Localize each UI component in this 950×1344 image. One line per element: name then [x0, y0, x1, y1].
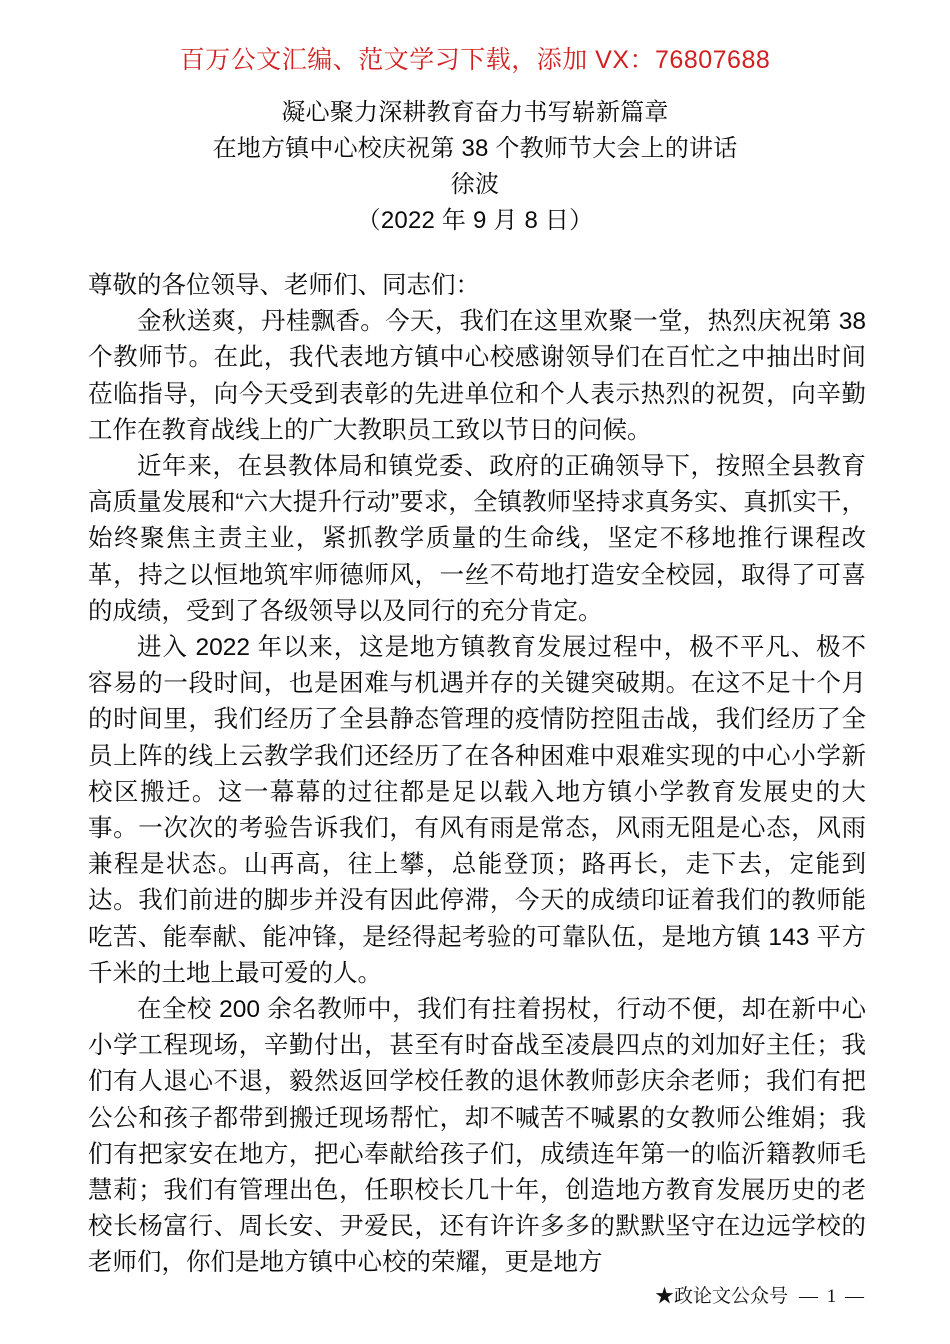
promo-header-text: 百万公文汇编、范文学习下载，添加 VX：76807688	[179, 46, 771, 74]
salutation-line: 尊敬的各位领导、老师们、同志们：	[88, 272, 480, 299]
body-paragraph: 进入 2022 年以来，这是地方镇教育发展过程中，极不平凡、极不容易的一段时间，也是困难与机遇并存的关键突破期。在这不足十个月的时间里，我们经历了全县静态管理的疫情防控阻击战，我们经历了全员上阵的线上云教学我们还经历了在各种困难中艰难实现的中心小学新校区搬迁。这一幕幕的过往都是足以载入地方镇小学教育发展史的大事。一次次的考验告诉我们，有风有雨是常态，风雨无阻是心态，风雨兼程是状态。山再高，往上攀，总能登顶；路再长，走下去，定能到达。我们前进的脚步并没有因此停滞，今天的成绩印证着我们的教师能吃苦、能奉献、能冲锋，是经得起考验的可靠队伍，是地方镇 143 平方千米的土地上最可爱的人。	[88, 634, 866, 987]
body-paragraph: 在全校 200 余名教师中，我们有拄着拐杖，行动不便，却在新中心小学工程现场，辛勤付出，甚至有时奋战至凌晨四点的刘加好主任；我们有人退心不退，毅然返回学校任教的退休教师彭庆余老师；我们有把公公和孩子都带到搬迁现场帮忙，却不喊苦不喊累的女教师公维娟；我们有把家安在地方，把心奉献给孩子们，成绩连年第一的临沂籍教师毛慧莉；我们有管理出色，任职校长几十年，创造地方教育发展历史的老校长杨富行、周长安、尹爱民，还有许许多多的默默坚守在边远学校的老师们，你们是地方镇中心校的荣耀，更是地方	[88, 996, 866, 1277]
body-paragraph: 金秋送爽，丹桂飘香。今天，我们在这里欢聚一堂，热烈庆祝第 38 个教师节。在此，我代表地方镇中心校感谢领导们在百忙之中抽出时间莅临指导，向今天受到表彰的先进单位和个人表示热烈的祝贺，向辛勤工作在教育战线上的广大教职员工致以节日的问候。	[88, 308, 866, 444]
document-subtitle: 在地方镇中心校庆祝第 38 个教师节大会上的讲话	[212, 135, 738, 162]
footer-brand-label: ★政论文公众号	[654, 1286, 788, 1307]
document-date: （2022 年 9 月 8 日）	[356, 207, 594, 234]
footer-inner	[655, 1281, 866, 1308]
body-paragraph: 近年来，在县教体局和镇党委、政府的正确领导下，按照全县教育高质量发展和“六大提升行动”要求，全镇教师坚持求真务实、真抓实干，始终聚焦主责主业，紧抓教学质量的生命线，坚定不移地推行课程改革，持之以恒地筑牢师德师风，一丝不苟地打造安全校园，取得了可喜的成绩，受到了各级领导以及同行的充分肯定。	[88, 453, 866, 625]
document-title-block	[0, 95, 950, 239]
document-body	[88, 268, 866, 1282]
page-number: — 1 —	[799, 1286, 866, 1307]
document-main-title: 凝心聚力深耕教育奋力书写崭新篇章	[281, 99, 669, 126]
document-author: 徐波	[450, 171, 500, 198]
